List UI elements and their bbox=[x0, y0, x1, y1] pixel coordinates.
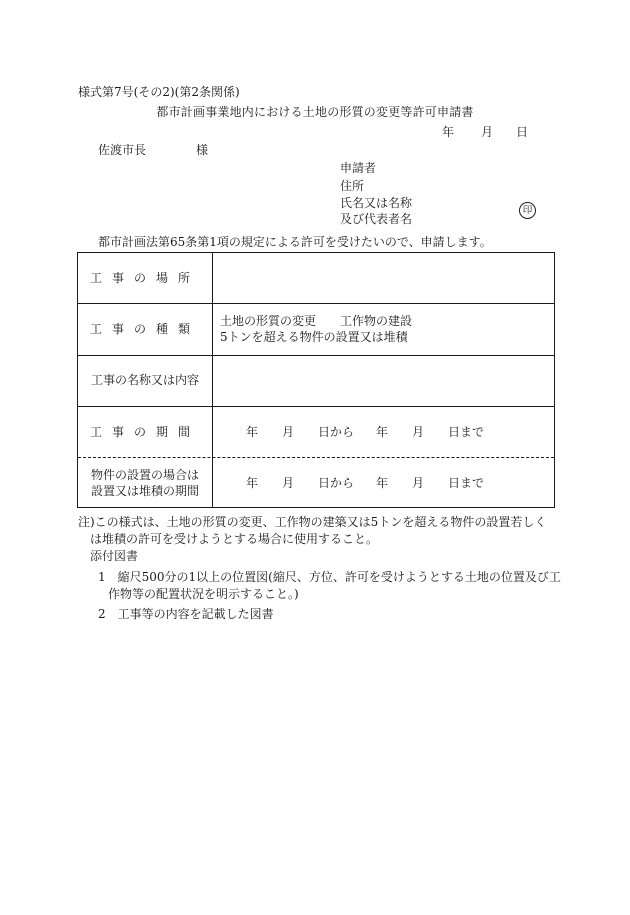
name-content-value[interactable] bbox=[220, 374, 540, 388]
period-end-day: 日まで bbox=[448, 425, 485, 439]
storage-period bbox=[212, 477, 556, 491]
form-number: 様式第7号(その2)(第2条関係) bbox=[78, 85, 240, 99]
period-start-month: 月 bbox=[282, 425, 295, 439]
application-table bbox=[77, 252, 555, 508]
storage-period-label-line2: 設置又は堆積の期間 bbox=[90, 484, 199, 498]
table-row-divider-dashed bbox=[78, 457, 554, 458]
table-column-divider bbox=[212, 253, 213, 507]
addressee-name: 佐渡市長 bbox=[98, 143, 147, 157]
applicant-representative-label: 及び代表者名 bbox=[340, 212, 413, 226]
attachment-item2: 2 工事等の内容を記載した図書 bbox=[98, 607, 274, 621]
date-line bbox=[442, 126, 532, 140]
intro-text: 都市計画法第65条第1項の規定による許可を受けたいので、申請します。 bbox=[98, 235, 492, 249]
applicant-label: 申請者 bbox=[340, 161, 377, 175]
seal-mark: 印 bbox=[519, 202, 536, 219]
location-label: 工事の場所 bbox=[89, 271, 200, 285]
table-row-divider bbox=[78, 303, 554, 304]
storage-start-year: 年 bbox=[246, 476, 259, 490]
note-line1: 注)この様式は、土地の形質の変更、工作物の建築又は5トンを超える物件の設置若しく bbox=[78, 515, 547, 529]
storage-end-month: 月 bbox=[412, 476, 425, 490]
name-content-label: 工事の名称又は内容 bbox=[90, 373, 199, 387]
attachment-item1-line2: 作物等の配置状況を明示すること。) bbox=[108, 587, 299, 601]
period-label: 工事の期間 bbox=[89, 425, 200, 439]
applicant-name-label: 氏名又は名称 bbox=[340, 196, 413, 210]
period-end-month: 月 bbox=[412, 425, 425, 439]
addressee-honorific: 様 bbox=[196, 143, 209, 157]
attachment-item1-line1: 1 縮尺500分の1以上の位置図(縮尺、方位、許可を受けようとする土地の位置及び工 bbox=[98, 570, 561, 584]
applicant-address-label: 住所 bbox=[340, 179, 365, 193]
storage-end-day: 日まで bbox=[448, 476, 485, 490]
storage-period-label-line1: 物件の設置の場合は bbox=[90, 468, 199, 482]
date-day: 日 bbox=[516, 125, 529, 139]
location-value[interactable] bbox=[220, 272, 540, 286]
note-line2: は堆積の許可を受けようとする場合に使用すること。 bbox=[90, 532, 379, 546]
type-label: 工事の種類 bbox=[89, 322, 200, 336]
storage-start-month: 月 bbox=[282, 476, 295, 490]
table-row-divider bbox=[78, 355, 554, 356]
storage-end-year: 年 bbox=[376, 476, 389, 490]
type-option-line1: 土地の形質の変更 工作物の建設 bbox=[220, 314, 413, 328]
table-row-divider bbox=[78, 406, 554, 407]
attachments-heading: 添付図書 bbox=[90, 549, 139, 563]
period-start-day: 日から bbox=[318, 425, 355, 439]
work-period bbox=[212, 426, 556, 440]
document-title: 都市計画事業地内における土地の形質の変更等許可申請書 bbox=[156, 105, 474, 119]
period-start-year: 年 bbox=[246, 425, 259, 439]
type-option-line2: 5トンを超える物件の設置又は堆積 bbox=[220, 330, 408, 344]
date-month: 月 bbox=[481, 125, 494, 139]
date-year: 年 bbox=[442, 125, 455, 139]
period-end-year: 年 bbox=[376, 425, 389, 439]
storage-start-day: 日から bbox=[318, 476, 355, 490]
